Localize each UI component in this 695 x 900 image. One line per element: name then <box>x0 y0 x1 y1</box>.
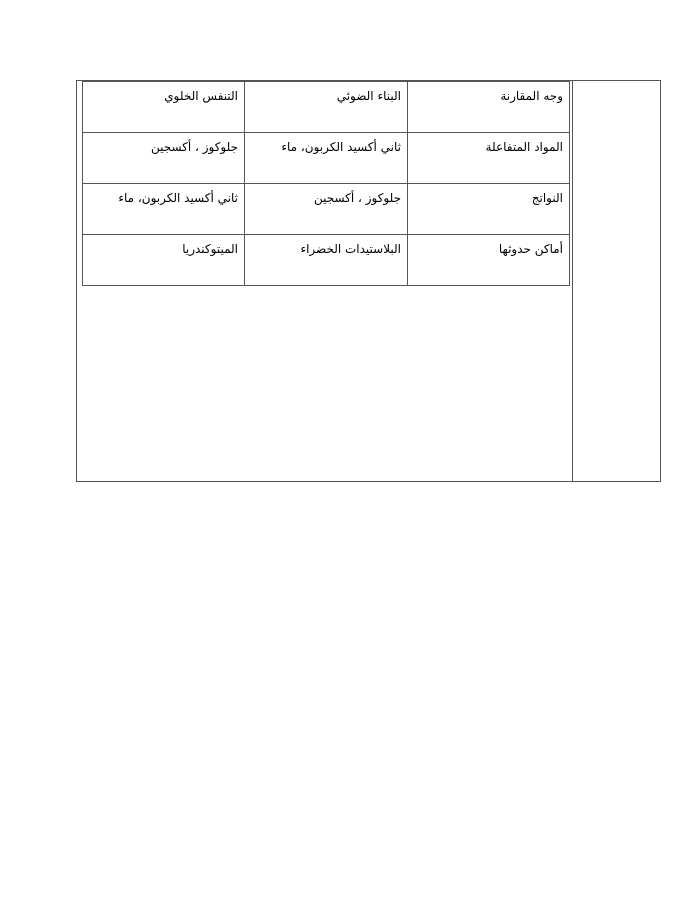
table-cell-aspect: المواد المتفاعلة <box>408 133 570 184</box>
table-cell-respiration: ثاني أكسيد الكربون، ماء <box>83 184 245 235</box>
table-cell-photosynthesis: البناء الضوئي <box>245 82 408 133</box>
table-row-locations <box>83 235 570 286</box>
table-cell-photosynthesis: ثاني أكسيد الكربون، ماء <box>245 133 408 184</box>
table-cell-photosynthesis: البلاستيدات الخضراء <box>245 235 408 286</box>
table-cell-aspect: وجه المقارنة <box>408 82 570 133</box>
table-cell-respiration: جلوكوز ، أكسجين <box>83 133 245 184</box>
table-cell-aspect: أماكن حدوثها <box>408 235 570 286</box>
table-cell-photosynthesis: جلوكوز ، أكسجين <box>245 184 408 235</box>
right-column-divider <box>572 80 573 482</box>
comparison-table <box>82 81 570 286</box>
table-row-reactants <box>83 133 570 184</box>
table-row-products <box>83 184 570 235</box>
table-cell-aspect: النواتج <box>408 184 570 235</box>
table-cell-respiration: التنفس الخلوي <box>83 82 245 133</box>
table-row-header <box>83 82 570 133</box>
table-cell-respiration: الميتوكندريا <box>83 235 245 286</box>
